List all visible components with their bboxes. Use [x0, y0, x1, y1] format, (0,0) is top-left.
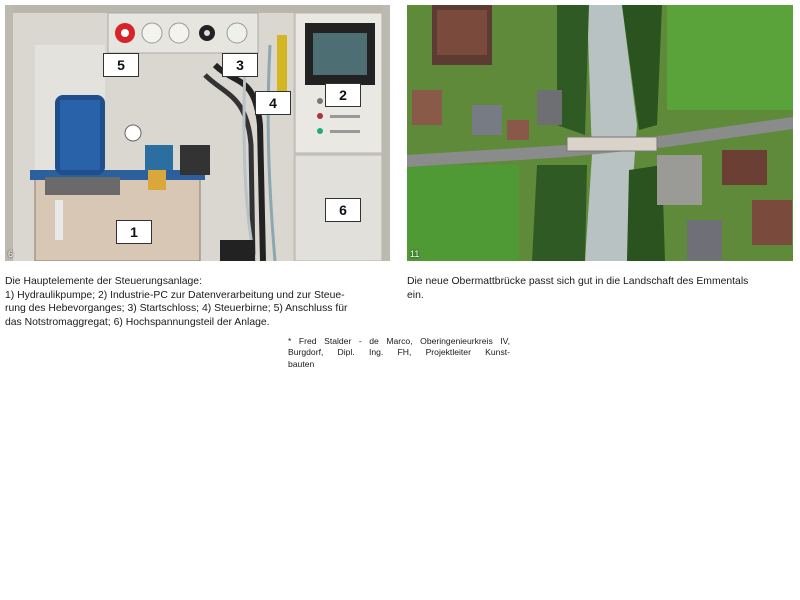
figure-number: 6	[8, 249, 14, 259]
figure-caption-left	[5, 275, 393, 329]
caption-line: 1) Hydraulikpumpe; 2) Industrie-PC zur Datenverarbeitung und zur Steue-	[5, 289, 345, 301]
footnote-line: Burgdorf, Dipl. Ing. FH, Projektleiter Kunst-	[288, 347, 510, 358]
bridge-aerial-illustration	[407, 5, 793, 261]
footnote-line: * Fred Stalder - de Marco, Oberingenieurkreis IV,	[288, 336, 510, 346]
caption-line: Die Hauptelemente der Steuerungsanlage:	[5, 276, 202, 287]
figure-caption-right	[407, 275, 797, 302]
control-cabinet-photo	[5, 5, 390, 261]
control-cabinet-illustration	[5, 5, 390, 261]
caption-line: rung des Hebevorganges; 3) Startschloss; 4) Steuerbirne; 5) Anschluss für	[5, 303, 348, 314]
caption-line: ein.	[407, 289, 424, 301]
callout-control-pendant: 4	[255, 91, 291, 115]
callout-start-lock: 3	[222, 53, 258, 77]
callout-hydraulic-pump: 1	[116, 220, 152, 244]
caption-line: Die neue Obermattbrücke passt sich gut in die Landschaft des Emmentals	[407, 276, 749, 287]
caption-line: das Notstromaggregat; 6) Hochspannungsteil der Anlage.	[5, 316, 270, 328]
callout-high-voltage-section: 6	[325, 198, 361, 222]
author-footnote	[288, 336, 510, 370]
bridge-aerial-photo	[407, 5, 793, 261]
callout-generator-connection: 5	[103, 53, 139, 77]
callout-industrial-pc: 2	[325, 83, 361, 107]
footnote-line: bauten	[288, 358, 315, 369]
figure-number: 11	[410, 249, 420, 259]
